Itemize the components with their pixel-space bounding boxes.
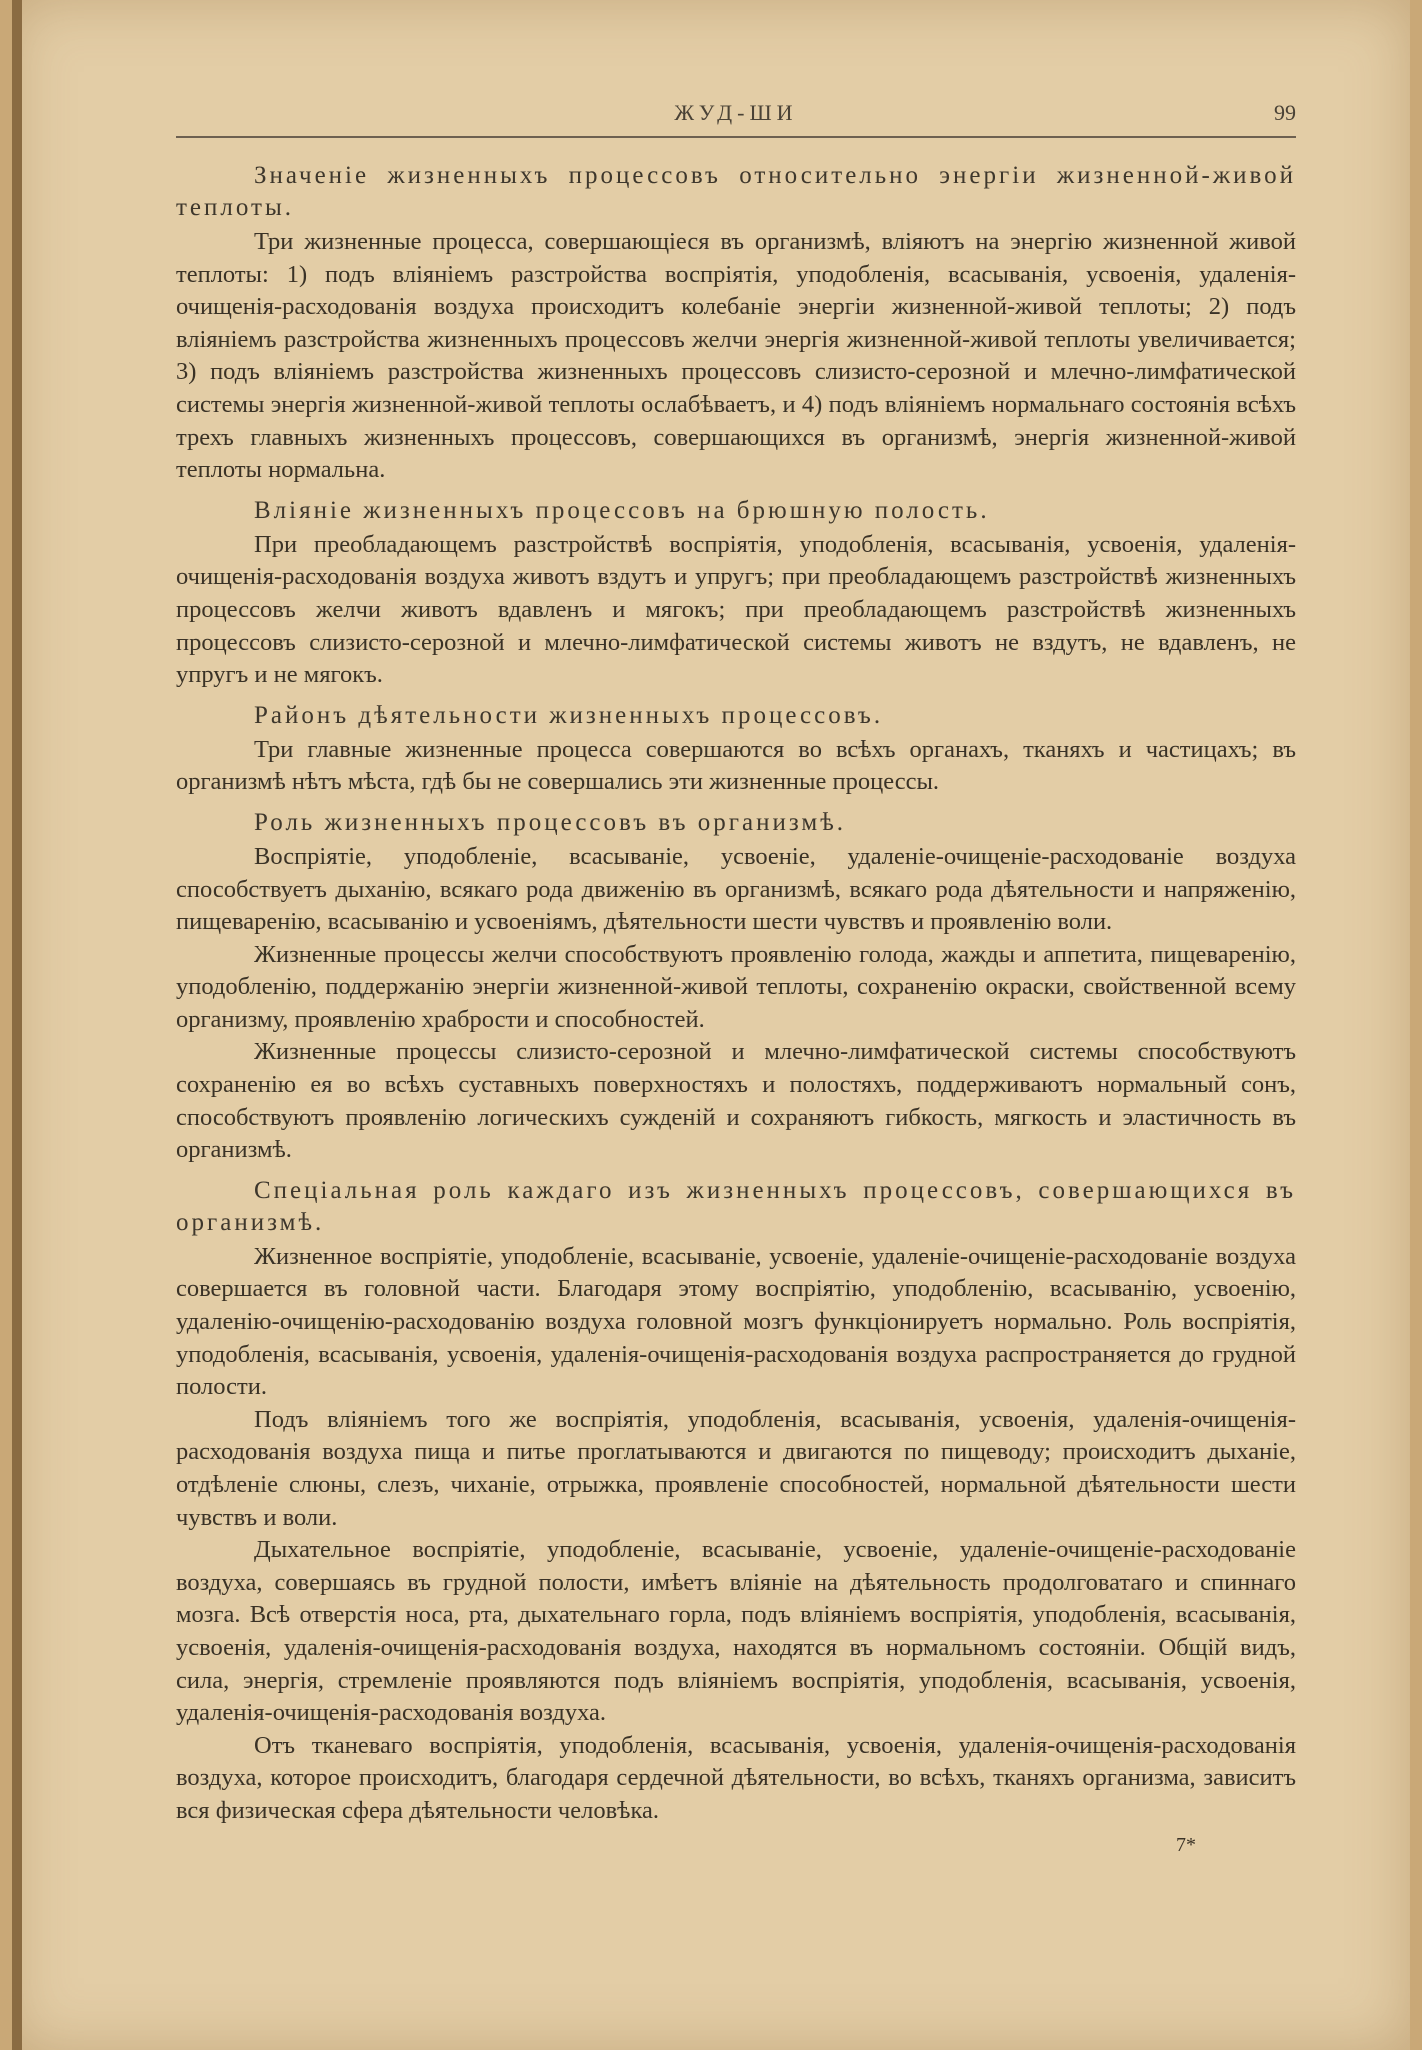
section-energy bbox=[176, 160, 1296, 487]
running-title: ЖУД-ШИ bbox=[674, 100, 798, 125]
section-heading: Спеціальная роль каждаго изъ жизненныхъ процессовъ, совершающихся въ организмѣ. bbox=[176, 1176, 1296, 1236]
signature-mark: 7* bbox=[1176, 1833, 1196, 1856]
section-heading: Значеніе жизненныхъ процессовъ относительно энергіи жизненной-живой теплоты. bbox=[176, 162, 1296, 221]
paragraph: Подъ вліяніемъ того же воспріятія, уподобленія, всасыванія, усвоенія, удаленія-очищенія-расходованія воздуха пища и питье проглатываются и двигаются по пищеводу; происходитъ дыханіе, отдѣленіе слюны, слезъ, чиханіе, отрыжка, проявленіе способностей, нормальной дѣятельности шести чувствъ и воли. bbox=[176, 1405, 1296, 1531]
binding-edge bbox=[12, 0, 22, 2050]
section-region bbox=[176, 700, 1296, 799]
section-special-role bbox=[176, 1175, 1296, 1828]
paragraph: Воспріятіе, уподобленіе, всасываніе, усвоеніе, удаленіе-очищеніе-расходованіе воздуха способствуетъ дыханію, всякаго рода движенію въ организмѣ, всякаго рода дѣятельности и напряженію, пищеваренію, всасыванію и усвоеніямъ, дѣятельности шести чувствъ и проявленію воли. bbox=[176, 842, 1296, 936]
paragraph: Жизненное воспріятіе, уподобленіе, всасываніе, усвоеніе, удаленіе-очищеніе-расходованіе воздуха совершается въ головной части. Благодаря этому воспріятію, уподобленію, всасыванію, усвоенію, удаленію-очищенію-расходованію воздуха головной мозгъ функціонируетъ нормально. Роль воспріятія, уподобленія, всасыванія, усвоенія, удаленія-очищенія-расходованія воздуха распространяется до грудной полости. bbox=[176, 1242, 1296, 1401]
paragraph: При преобладающемъ разстройствѣ воспріятія, уподобленія, всасыванія, усвоенія, удаленія-очищенія-расходованія воздуха животъ вздутъ и упругъ; при преобладающемъ разстройствѣ жизненныхъ процессовъ желчи животъ вдавленъ и мягокъ; при преобладающемъ разстройствѣ жизненныхъ процессовъ слизисто-серозной и млечно-лимфатической системы животъ не вздутъ, не вдавленъ, не упругъ и не мягокъ. bbox=[176, 530, 1296, 689]
page-number: 99 bbox=[1274, 100, 1296, 125]
paragraph: Жизненные процессы слизисто-серозной и млечно-лимфатической системы способствуютъ сохраненію ея во всѣхъ суставныхъ поверхностяхъ и полостяхъ, поддерживаютъ нормальный сонъ, способствуютъ проявленію логическихъ сужденій и сохраняютъ гибкость, мягкость и эластичность въ организмѣ. bbox=[176, 1038, 1296, 1164]
paragraph: Отъ тканеваго воспріятія, уподобленія, всасыванія, усвоенія, удаленія-очищенія-расходованія воздуха, которое происходитъ, благодаря сердечной дѣятельности, во всѣхъ, тканяхъ организма, зависитъ вся физическая сфера дѣятельности человѣка. bbox=[176, 1731, 1296, 1824]
section-heading: Роль жизненныхъ процессовъ въ организмѣ. bbox=[254, 808, 847, 836]
paragraph: Жизненные процессы желчи способствуютъ проявленію голода, жажды и аппетита, пищеваренію, уподобленію, поддержанію энергіи жизненной-живой теплоты, сохраненію окраски, свойственной всему организму, проявленію храбрости и способностей. bbox=[176, 940, 1296, 1033]
paragraph: Три главные жизненные процесса совершаются во всѣхъ органахъ, тканяхъ и частицахъ; въ организмѣ нѣтъ мѣста, гдѣ бы не совершались эти жизненные процессы. bbox=[176, 735, 1296, 796]
section-role bbox=[176, 807, 1296, 1167]
section-heading: Районъ дѣятельности жизненныхъ процессовъ. bbox=[254, 701, 884, 729]
paragraph: Три жизненные процесса, совершающіеся въ организмѣ, вліяютъ на энергію жизненной живой теплоты: 1) подъ вліяніемъ разстройства воспріятія, уподобленія, всасыванія, усвоенія, удаленія-очищенія-расходованія воздуха происходитъ колебаніе энергіи жизненной-живой теплоты; 2) подъ вліяніемъ разстройства жизненныхъ процессовъ желчи энергія жизненной-живой теплоты увеличивается; 3) подъ вліяніемъ разстройства жизненныхъ процессовъ слизисто-серозной и млечно-лимфатической системы энергія жизненной-живой теплоты ослабѣваетъ, и 4) подъ вліяніемъ нормальнаго состоянія всѣхъ трехъ главныхъ жизненныхъ процессовъ, совершающихся въ организмѣ, энергія жизненной-живой теплоты нормальна. bbox=[176, 228, 1296, 484]
paragraph: Дыхательное воспріятіе, уподобленіе, всасываніе, усвоеніе, удаленіе-очищеніе-расходованіе воздуха, совершаясь въ грудной полости, имѣетъ вліяніе на дѣятельность продолговатаго и спиннаго мозга. Всѣ отверстія носа, рта, дыхательнаго горла, подъ вліяніемъ воспріятія, уподобленія, всасыванія, усвоенія, удаленія-очищенія-расходованія воздуха, находятся въ нормальномъ состояніи. Общій видъ, сила, энергія, стремленіе проявляются подъ вліяніемъ воспріятія, уподобленія, всасыванія, усвоенія, удаленія-очищенія-расходованія воздуха. bbox=[176, 1536, 1296, 1727]
page-content bbox=[176, 96, 1296, 1857]
section-heading: Вліяніе жизненныхъ процессовъ на брюшную полость. bbox=[254, 496, 990, 524]
section-abdomen bbox=[176, 495, 1296, 692]
page-sheet bbox=[12, 0, 1410, 2050]
running-header bbox=[176, 96, 1296, 138]
